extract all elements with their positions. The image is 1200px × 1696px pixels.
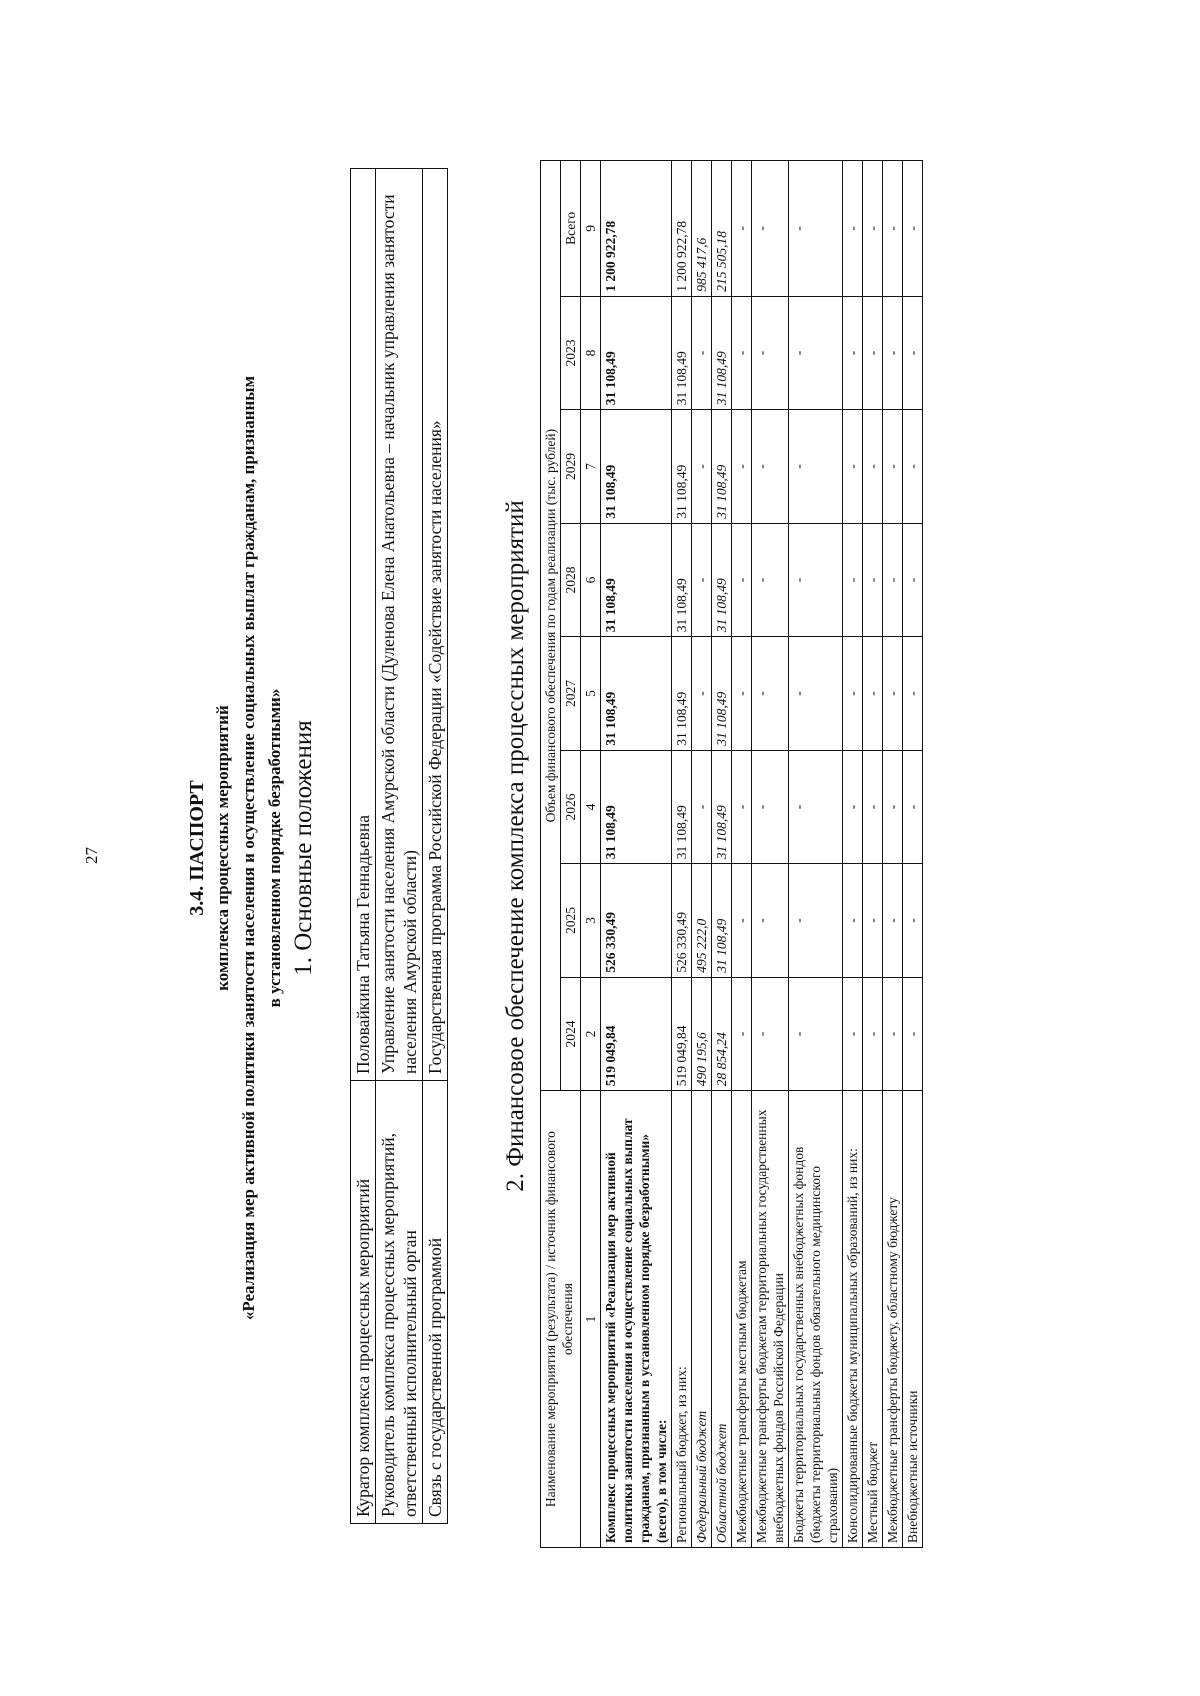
col-number: 6 [581, 523, 601, 637]
fin-cell-value: - [789, 161, 843, 297]
fin-cell-value: - [732, 864, 752, 978]
financing-table [540, 160, 923, 1548]
basic-info-table [350, 168, 448, 1524]
fin-cell-value: - [863, 637, 883, 751]
fin-row-name: Областной бюджет [712, 1091, 732, 1548]
fin-cell-value: 31 108,49 [712, 864, 732, 978]
passport-title: 3.4. ПАСПОРТ [186, 780, 208, 916]
col-number: 9 [581, 161, 601, 297]
fin-cell-value: 526 330,49 [672, 864, 692, 978]
year-col: 2027 [561, 637, 581, 751]
fin-row-name: Межбюджетные трансферты бюджетам территориальных государственных внебюджетных фондов Российской Федерации [752, 1091, 789, 1548]
fin-row-name: Межбюджетные трансферты местным бюджетам [732, 1091, 752, 1548]
fin-cell-value: - [843, 410, 863, 524]
fin-cell-value: - [789, 637, 843, 751]
fin-cell-value: 490 195,6 [692, 977, 712, 1091]
fin-cell-value: - [863, 161, 883, 297]
table-row [863, 161, 883, 1548]
table-row [883, 161, 903, 1548]
table-row [672, 161, 692, 1548]
info-key: Связь с государственной программой [423, 1081, 448, 1524]
year-col: 2028 [561, 523, 581, 637]
fin-cell-value: 31 108,49 [712, 410, 732, 524]
fin-head-volume: Объем финансового обеспечения по годам реализации (тыс. рублей) [541, 161, 561, 1091]
fin-cell-value: - [789, 523, 843, 637]
fin-cell-value: - [752, 750, 789, 864]
fin-cell-value: - [789, 977, 843, 1091]
fin-cell-value: 31 108,49 [672, 523, 692, 637]
section1-title: 1. Основные положения [290, 720, 317, 976]
fin-cell-value: 31 108,49 [672, 637, 692, 751]
fin-cell-value: - [883, 410, 903, 524]
fin-cell-value: - [903, 750, 923, 864]
fin-cell-value: - [732, 637, 752, 751]
fin-cell-value: - [883, 523, 903, 637]
fin-cell-value: - [752, 523, 789, 637]
fin-cell-value: - [863, 296, 883, 410]
table-row [712, 161, 732, 1548]
fin-cell-value: 215 505,18 [712, 161, 732, 297]
fin-cell-value: - [903, 296, 923, 410]
fin-cell-value: - [863, 750, 883, 864]
info-key: Куратор комплекса процессных мероприятий [351, 1081, 376, 1524]
info-row-program [423, 169, 448, 1524]
passport-complex-name-cont: в установленном порядке безработными» [265, 688, 284, 1008]
fin-cell-value: - [732, 523, 752, 637]
fin-cell-value: - [732, 410, 752, 524]
fin-cell-value: - [692, 750, 712, 864]
page-number: 27 [82, 847, 101, 864]
year-col: 2025 [561, 864, 581, 978]
fin-cell-value: - [789, 410, 843, 524]
table-row [601, 161, 672, 1548]
fin-cell-value: 519 049,84 [672, 977, 692, 1091]
fin-row-name: Бюджеты территориальных государственных внебюджетных фондов (бюджеты территориальных фондов обязательного медицинского страхования) [789, 1091, 843, 1548]
fin-cell-value: - [843, 296, 863, 410]
fin-cell-value: 526 330,49 [601, 864, 672, 978]
fin-cell-value: - [883, 296, 903, 410]
fin-cell-value: - [752, 296, 789, 410]
fin-cell-value: - [789, 864, 843, 978]
fin-cell-value: 31 108,49 [672, 296, 692, 410]
fin-cell-value: 985 417,6 [692, 161, 712, 297]
fin-cell-value: 28 854,24 [712, 977, 732, 1091]
fin-cell-value: - [903, 523, 923, 637]
table-row [732, 161, 752, 1548]
fin-cell-value: - [863, 864, 883, 978]
fin-cell-value: 519 049,84 [601, 977, 672, 1091]
fin-cell-value: - [752, 977, 789, 1091]
fin-colnum-row [581, 161, 601, 1548]
fin-cell-value: 31 108,49 [601, 637, 672, 751]
fin-cell-value: - [903, 864, 923, 978]
year-col: 2023 [561, 296, 581, 410]
fin-cell-value: - [883, 750, 903, 864]
fin-row-name: Местный бюджет [863, 1091, 883, 1548]
fin-row-name: Федеральный бюджет [692, 1091, 712, 1548]
fin-cell-value: - [843, 637, 863, 751]
fin-cell-value: - [692, 523, 712, 637]
fin-cell-value: - [789, 296, 843, 410]
fin-cell-value: - [732, 750, 752, 864]
fin-cell-value: - [883, 864, 903, 978]
fin-header-row [541, 161, 561, 1548]
passport-subtitle: комплекса процессных мероприятий [213, 705, 232, 991]
fin-cell-value: 31 108,49 [672, 750, 692, 864]
fin-cell-value: - [752, 864, 789, 978]
fin-cell-value: - [863, 977, 883, 1091]
table-row [692, 161, 712, 1548]
fin-cell-value: 31 108,49 [601, 750, 672, 864]
col-number: 1 [581, 1091, 601, 1548]
fin-cell-value: - [752, 637, 789, 751]
year-col: 2029 [561, 410, 581, 524]
fin-cell-value: - [692, 637, 712, 751]
fin-cell-value: - [903, 161, 923, 297]
col-number: 8 [581, 296, 601, 410]
table-row [843, 161, 863, 1548]
col-number: 5 [581, 637, 601, 751]
info-value: Государственная программа Российской Федерации «Содействие занятости населения» [423, 169, 448, 1081]
fin-cell-value: - [752, 410, 789, 524]
year-col: 2024 [561, 977, 581, 1091]
fin-row-name: Консолидированные бюджеты муниципальных образований, из них: [843, 1091, 863, 1548]
fin-cell-value: - [843, 523, 863, 637]
fin-cell-value: - [843, 161, 863, 297]
fin-cell-value: - [789, 750, 843, 864]
fin-cell-value: - [903, 977, 923, 1091]
fin-cell-value: - [732, 296, 752, 410]
fin-row-name: Региональный бюджет, из них: [672, 1091, 692, 1548]
fin-cell-value: - [843, 864, 863, 978]
passport-header [184, 240, 288, 1456]
fin-cell-value: 495 222,0 [692, 864, 712, 978]
info-value: Управление занятости населения Амурской области (Дуленова Елена Анатольевна – начальник управления занятости населения Амурской области) [376, 169, 423, 1081]
fin-cell-value: 31 108,49 [712, 523, 732, 637]
info-value: Половайкина Татьяна Геннадьевна [351, 169, 376, 1081]
fin-cell-value: - [692, 296, 712, 410]
info-row-head [376, 169, 423, 1524]
fin-cell-value: 31 108,49 [712, 637, 732, 751]
fin-cell-value: - [732, 161, 752, 297]
fin-cell-value: - [843, 977, 863, 1091]
fin-cell-value: - [883, 977, 903, 1091]
fin-cell-value: - [732, 977, 752, 1091]
fin-cell-value: - [903, 410, 923, 524]
total-col: Всего [561, 161, 581, 297]
fin-cell-value: 31 108,49 [712, 750, 732, 864]
fin-cell-value: 31 108,49 [601, 523, 672, 637]
fin-cell-value: 1 200 922,78 [601, 161, 672, 297]
table-row [752, 161, 789, 1548]
fin-cell-value: - [843, 750, 863, 864]
fin-cell-value: - [863, 523, 883, 637]
fin-body [601, 161, 923, 1548]
fin-cell-value: 31 108,49 [601, 296, 672, 410]
fin-cell-value: - [883, 637, 903, 751]
table-row [903, 161, 923, 1548]
passport-complex-name: «Реализация мер активной политики занятости населения и осуществление социальных выплат гражданам, признанным [239, 375, 258, 1321]
fin-cell-value: - [903, 637, 923, 751]
section2-title: 2. Финансовое обеспечение комплекса процессных мероприятий [502, 500, 529, 1192]
col-number: 4 [581, 750, 601, 864]
year-col: 2026 [561, 750, 581, 864]
info-key: Руководитель комплекса процессных мероприятий, ответственный исполнительный орган [376, 1081, 423, 1524]
fin-cell-value: 31 108,49 [601, 410, 672, 524]
fin-cell-value: - [692, 410, 712, 524]
fin-row-name: Внебюджетные источники [903, 1091, 923, 1548]
fin-row-name: Межбюджетные трансферты бюджету, областному бюджету [883, 1091, 903, 1548]
fin-row-name: Комплекс процессных мероприятий «Реализация мер активной политики занятости населения и осуществление социальных выплат гражданам, признанным в установленном порядке безработными» (всего), в том числе: [601, 1091, 672, 1548]
col-number: 2 [581, 977, 601, 1091]
col-number: 3 [581, 864, 601, 978]
fin-cell-value: - [883, 161, 903, 297]
fin-cell-value: 31 108,49 [712, 296, 732, 410]
fin-cell-value: - [863, 410, 883, 524]
info-row-curator [351, 169, 376, 1524]
fin-cell-value: - [752, 161, 789, 297]
table-row [789, 161, 843, 1548]
fin-head-name: Наименование мероприятия (результата) / источник финансового обеспечения [541, 1091, 581, 1548]
col-number: 7 [581, 410, 601, 524]
fin-cell-value: 31 108,49 [672, 410, 692, 524]
fin-cell-value: 1 200 922,78 [672, 161, 692, 297]
